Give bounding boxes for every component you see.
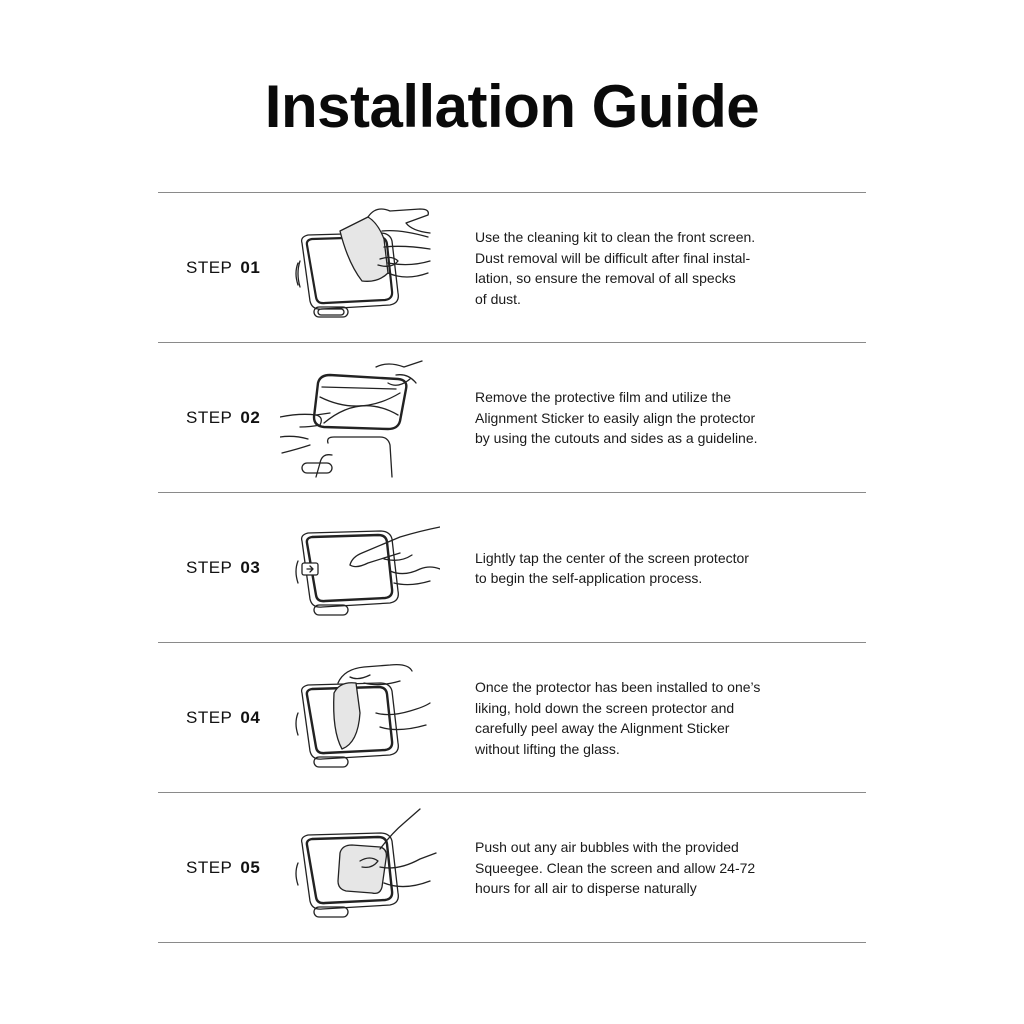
step-row [158,792,866,943]
step-number: 02 [240,408,261,427]
step-label [186,643,260,793]
tap-center-icon [280,503,440,633]
step-word: STEP [186,558,233,577]
step-word: STEP [186,408,233,427]
step-word: STEP [186,708,233,727]
peel-film-icon [280,353,440,483]
step-row [158,192,866,342]
steps-list [158,192,866,943]
step-description-text: Once the protector has been installed to one’s liking, hold down the screen protector and carefully peel away the Alignment Sticker without lifting the glass. [475,679,761,757]
peel-sticker-icon [280,653,440,783]
step-description-text: Push out any air bubbles with the provided Squeegee. Clean the screen and allow 24-72 hours for all air to disperse naturally [475,839,756,897]
step-row [158,642,866,792]
cleaning-cloth-icon [280,203,440,333]
step-row [158,342,866,492]
step-description-text: Use the cleaning kit to clean the front screen. Dust removal will be difficult after final instal- lation, so ensure the removal of all specks of dust. [475,229,756,307]
step-word: STEP [186,858,233,877]
step-label [186,343,260,493]
step-label [186,193,260,343]
step-description [475,793,795,943]
step-description-text: Remove the protective film and utilize the Alignment Sticker to easily align the protector by using the cutouts and sides as a guideline. [475,389,758,447]
step-number: 03 [240,558,261,577]
step-description [475,343,795,493]
step-label [186,493,260,643]
step-description [475,493,795,643]
squeegee-icon [280,803,440,933]
step-number: 05 [240,858,261,877]
step-number: 04 [240,708,261,727]
step-description-text: Lightly tap the center of the screen protector to begin the self-application process. [475,549,749,586]
step-row [158,492,866,642]
step-word: STEP [186,258,233,277]
page-title: Installation Guide [264,73,760,140]
step-description [475,193,795,343]
step-number: 01 [240,258,261,277]
step-label [186,793,260,943]
step-description [475,643,795,793]
